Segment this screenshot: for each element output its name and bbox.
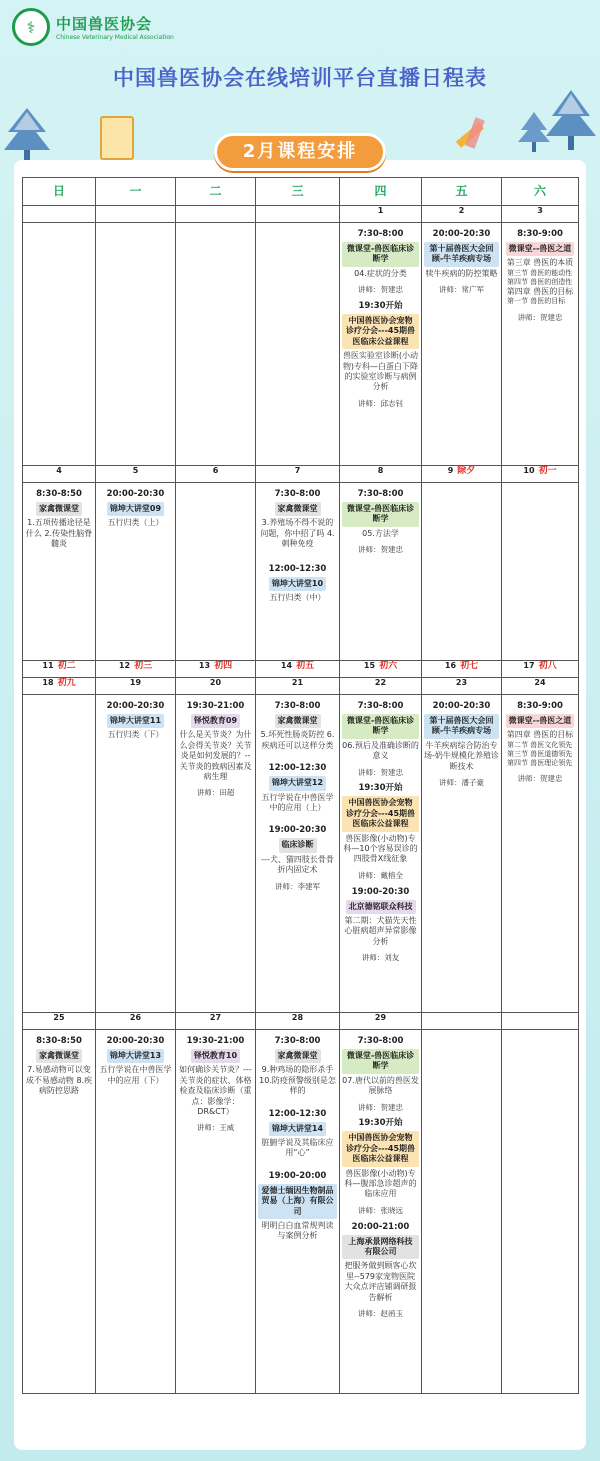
event-time: 19:30-21:00 [186, 1036, 245, 1046]
week-1-dates [23, 206, 579, 223]
pine-tree-icon [4, 108, 50, 166]
course-tag[interactable]: 北京德铭联众科技 [346, 900, 416, 914]
day-number-text: 16 [444, 661, 457, 670]
association-logo [12, 8, 174, 46]
day-number: 1 [340, 206, 422, 223]
lecturer: 讲师：潘子豪 [439, 778, 484, 787]
lecturer: 讲师：戴榕全 [358, 870, 403, 880]
course-subtopic: 第四节 兽医理论领先 [507, 759, 573, 768]
day-number [96, 661, 176, 678]
course-topic: 五行学说在中兽医学中的应用（上） [261, 792, 334, 813]
course-tag[interactable]: 家禽微课堂 [36, 1049, 82, 1063]
event-time: 12:00-12:30 [268, 563, 327, 574]
lecturer: 讲师：邱志钊 [358, 398, 403, 408]
week-2-dates [23, 466, 579, 483]
lunar-date: 初一 [538, 466, 557, 476]
course-topic: 犊牛疾病的防控策略 [425, 268, 498, 278]
course-topic: 什么是关节炎？为什么会得关节炎？关节炎是如何发展的？--关节炎的致病因素及病生理 [179, 730, 252, 781]
caduceus-icon: ⚕ [12, 8, 50, 46]
month-badge: 2月课程安排 [214, 133, 386, 171]
course-tag[interactable]: 微课堂-兽医临床诊断学 [342, 1049, 419, 1074]
course-topic: 1.五项传播途径是什么 2.传染性脑脊髓炎 [25, 518, 93, 549]
lecturer: 讲师：贺建忠 [358, 767, 403, 777]
page-title: 中国兽医协会在线培训平台直播日程表 [113, 66, 487, 90]
day-number: 21 [256, 678, 340, 695]
course-topic: 9.种鸡场的隐形杀手 10.防疫预警级别是怎样的 [259, 1065, 336, 1096]
event-time: 19:30开始 [358, 783, 403, 794]
day-number [23, 661, 96, 678]
event-time: 20:00-21:00 [351, 1221, 410, 1232]
day-number: 19 [96, 678, 176, 695]
lecturer: 讲师：王威 [196, 1123, 235, 1133]
event-time: 8:30-9:00 [517, 701, 563, 711]
course-topic: 脏腑学说及其临床应用“心” [261, 1138, 334, 1158]
course-tag[interactable]: 第十届兽医大会回顾-牛羊疾病专场 [424, 242, 499, 267]
course-topic: 7.易感动物可以变成不易感动物 8.疾病防控思路 [25, 1065, 93, 1096]
course-tag[interactable]: 铎悦教育10 [191, 1049, 240, 1063]
day-number [176, 661, 256, 678]
day-number: 20 [176, 678, 256, 695]
lecturer: 讲师：贺建忠 [517, 774, 563, 784]
course-subtopic: 第二节 兽医文化领先 [507, 740, 573, 749]
course-topic: 如何确诊关节炎？---关节炎的症状、体格检查及临床诊断（重点：影像学：DR&CT） [179, 1065, 252, 1116]
lunar-date: 初三 [134, 661, 153, 671]
event-time: 7:30-8:00 [357, 229, 404, 239]
course-topic: 第四章 兽医的目标 [506, 730, 574, 740]
course-tag[interactable]: 微课堂--兽医之道 [506, 714, 575, 728]
lecturer: 讲师：田超 [196, 788, 235, 798]
lunar-date: 初八 [538, 661, 557, 671]
day-number: 3 [502, 206, 579, 223]
course-tag[interactable]: 锦坤大讲堂11 [107, 714, 164, 728]
day-cell-5 [96, 483, 176, 661]
event-time: 19:30-21:00 [186, 701, 245, 711]
lunar-date: 初六 [379, 661, 398, 671]
event-time: 7:30-8:00 [357, 701, 404, 711]
pine-tree-icon [518, 112, 550, 154]
day-cell-6 [176, 483, 256, 661]
day-cell-1 [340, 223, 422, 466]
event-time: 19:30开始 [358, 300, 403, 311]
day-number: 7 [256, 466, 340, 483]
course-topic: 05.方法学 [362, 528, 399, 538]
course-tag[interactable]: 铎悦教育09 [191, 714, 240, 728]
lecturer: 讲师：贺建忠 [517, 312, 563, 322]
event-time: 20:00-20:30 [106, 701, 165, 711]
course-tag[interactable]: 锦坤大讲堂14 [269, 1122, 326, 1136]
day-cell-3 [502, 223, 579, 466]
weekday-fri: 五 [422, 178, 502, 206]
event-time: 20:00-20:30 [432, 229, 491, 239]
lecturer: 讲师：常广军 [439, 285, 484, 295]
day-cell-2 [422, 223, 502, 466]
lunar-date: 除夕 [457, 466, 476, 476]
course-topic: 06.预后及准确诊断的意义 [342, 740, 419, 761]
event-time: 19:30开始 [358, 1118, 403, 1129]
course-tag[interactable]: 锦坤大讲堂12 [269, 776, 326, 790]
course-topic: 第三章 兽医的本质 [506, 258, 574, 268]
course-topic: 五行归类（中） [269, 593, 326, 603]
course-topic: 07.唐代以前的兽医发展脉络 [342, 1075, 419, 1096]
day-cell-25 [23, 1030, 96, 1394]
day-cell-18 [23, 695, 96, 1013]
day-cell-10 [502, 483, 579, 661]
course-topic: ---犬、猫四肢长骨骨折内固定术 [261, 854, 334, 875]
day-number: 4 [23, 466, 96, 483]
day-number-text: 17 [523, 661, 535, 670]
course-tag[interactable]: 爱德士缅因生物制品贸易（上海）有限公司 [258, 1184, 337, 1219]
day-number [422, 661, 502, 678]
course-topic: 兽医影像(小动物)专科—腹部急诊超声的临床应用 [344, 1168, 417, 1199]
weekday-sat: 六 [502, 178, 579, 206]
course-topic: 兽医实验室诊断(小动物)专科—白蛋白下降的实验室诊断与病例分析 [342, 351, 419, 392]
week-3-events [23, 695, 579, 1013]
course-tag[interactable]: 微课堂--兽医之道 [506, 242, 575, 256]
day-number [340, 661, 422, 678]
course-tag[interactable]: 家禽微课堂 [275, 1049, 321, 1063]
course-tag[interactable]: 微课堂-兽医临床诊断学 [342, 502, 419, 527]
day-number: 23 [422, 678, 502, 695]
event-time: 20:00-20:30 [432, 701, 491, 711]
day-cell-27 [176, 1030, 256, 1394]
week-4-dates [23, 1013, 579, 1030]
day-cell-24 [502, 695, 579, 1013]
day-number: 5 [96, 466, 176, 483]
day-number: 22 [340, 678, 422, 695]
event-time: 7:30-8:00 [274, 701, 321, 711]
day-cell-22 [340, 695, 422, 1013]
course-tag[interactable]: 家禽微课堂 [275, 502, 321, 516]
day-number: 25 [23, 1013, 96, 1030]
lecturer: 讲师：贺建忠 [358, 285, 403, 295]
event-time: 8:30-9:00 [517, 229, 563, 239]
day-number: 27 [176, 1013, 256, 1030]
course-tag[interactable]: 上海承景网络科技有限公司 [342, 1235, 419, 1260]
day-cell-23 [422, 695, 502, 1013]
course-topic: 五行归类（上） [107, 518, 164, 528]
day-cell-26 [96, 1030, 176, 1394]
event-time: 7:30-8:00 [274, 1036, 321, 1046]
event-time: 19:00-20:00 [268, 1170, 327, 1181]
day-cell-21 [256, 695, 340, 1013]
course-topic: 兽医影像(小动物)专科—10个容易误诊的四肢骨X线征象 [343, 833, 418, 864]
logo-name-en: Chinese Veterinary Medical Association [56, 34, 174, 41]
day-number-text: 15 [363, 661, 376, 670]
lecturer: 讲师：贺建忠 [358, 545, 403, 555]
day-number-text: 18 [42, 678, 54, 687]
course-tag[interactable]: 锦坤大讲堂10 [269, 577, 326, 591]
day-number: 24 [502, 678, 579, 695]
course-tag[interactable]: 锦坤大讲堂09 [107, 502, 164, 516]
course-topic: 3.养殖场不得不说的问题，你中招了吗 4.刺种免疫 [260, 518, 335, 549]
day-number-text: 9 [447, 466, 454, 475]
course-subtopic: 第三节 兽医道德领先 [507, 749, 573, 758]
week-3-dates-b [23, 678, 579, 695]
event-time: 7:30-8:00 [274, 489, 321, 499]
day-number [256, 661, 340, 678]
pencil-icon [452, 116, 492, 156]
course-tag[interactable]: 中国兽医协会宠物诊疗分会---45期兽医临床公益课程 [342, 1131, 419, 1166]
course-tag[interactable]: 微课堂-兽医临床诊断学 [342, 242, 419, 267]
event-time: 7:30-8:00 [357, 1036, 404, 1046]
course-tag[interactable]: 中国兽医协会宠物诊疗分会---45期兽医临床公益课程 [342, 796, 419, 831]
lunar-date: 初二 [57, 661, 76, 671]
course-topic: 5.坏死性肠炎防控 6.疾病还可以这样分类 [260, 730, 335, 750]
calendar-grid [22, 177, 579, 1394]
weekday-wed: 三 [256, 178, 340, 206]
event-time: 19:00-20:30 [268, 825, 327, 836]
day-number-text: 13 [198, 661, 211, 670]
day-cell-7 [256, 483, 340, 661]
course-subtopic: 第三节 兽医的能动性 [507, 268, 573, 277]
day-cell-19 [96, 695, 176, 1013]
day-number [422, 466, 502, 483]
event-time: 12:00-12:30 [268, 763, 327, 774]
course-topic: 第二期：犬猫先天性心脏病超声异常影像分析 [344, 915, 417, 946]
course-subtopic: 第一节 兽医的目标 [507, 297, 566, 306]
weekday-sun: 日 [23, 178, 96, 206]
weekday-mon: 一 [96, 178, 176, 206]
course-tag[interactable]: 微课堂-兽医临床诊断学 [342, 714, 419, 739]
course-topic: 第四章 兽医的目标 [506, 287, 574, 297]
day-number-text: 10 [523, 466, 535, 475]
week-1-events [23, 223, 579, 466]
day-number: 8 [340, 466, 422, 483]
weekday-header-row [23, 178, 579, 206]
day-number: 28 [256, 1013, 340, 1030]
day-cell-8 [340, 483, 422, 661]
course-tag[interactable]: 第十届兽医大会回顾-牛羊疾病专场 [424, 714, 499, 739]
event-time: 12:00-12:30 [268, 1108, 327, 1119]
course-topic: 04.症状的分类 [354, 268, 407, 278]
week-4-events [23, 1030, 579, 1394]
lecturer: 讲师：李建军 [275, 881, 320, 891]
day-number: 29 [340, 1013, 422, 1030]
day-cell-28 [256, 1030, 340, 1394]
course-topic: 五行学说在中兽医学中的应用（下） [99, 1065, 172, 1085]
week-3-dates-a [23, 661, 579, 678]
day-number [502, 466, 579, 483]
course-tag[interactable]: 锦坤大讲堂13 [107, 1049, 164, 1063]
event-time: 8:30-8:50 [36, 1036, 82, 1046]
course-topic: 五行归类（下） [107, 730, 164, 740]
day-number [23, 678, 96, 695]
event-time: 19:00-20:30 [351, 886, 410, 897]
course-tag[interactable]: 家禽微课堂 [36, 502, 82, 516]
week-2-events [23, 483, 579, 661]
clipboard-icon [100, 116, 134, 160]
lunar-date: 初九 [57, 678, 76, 688]
day-number-text: 11 [42, 661, 54, 670]
day-cell-20 [176, 695, 256, 1013]
course-tag[interactable]: 临床诊断 [279, 838, 317, 852]
course-tag[interactable]: 家禽微课堂 [275, 714, 321, 728]
day-cell-4 [23, 483, 96, 661]
lecturer: 讲师：张晓远 [358, 1205, 403, 1215]
day-number: 6 [176, 466, 256, 483]
day-cell-9 [422, 483, 502, 661]
event-time: 20:00-20:30 [106, 1036, 165, 1046]
event-time: 7:30-8:00 [357, 489, 404, 499]
weekday-tue: 二 [176, 178, 256, 206]
lecturer: 讲师：赵函玉 [358, 1308, 403, 1318]
lunar-date: 初五 [296, 661, 315, 671]
day-number: 26 [96, 1013, 176, 1030]
weekday-thu: 四 [340, 178, 422, 206]
event-time: 20:00-20:30 [106, 489, 165, 499]
course-topic: 牛羊疾病综合防治专场-奶牛规模化养殖诊断技术 [424, 740, 499, 771]
course-topic: 把服务做到顾客心坎里--579家宠物医院大众点评店铺调研报告解析 [344, 1261, 417, 1302]
lunar-date: 初七 [460, 661, 479, 671]
logo-name-cn: 中国兽医协会 [56, 15, 153, 33]
event-time: 8:30-8:50 [36, 489, 82, 499]
day-number [502, 661, 579, 678]
course-tag[interactable]: 中国兽医协会宠物诊疗分会---45期兽医临床公益课程 [342, 314, 419, 349]
lecturer: 讲师：贺建忠 [358, 1102, 403, 1112]
lecturer: 讲师：刘友 [361, 953, 400, 963]
day-number-text: 12 [118, 661, 131, 670]
course-topic: 明明白白血常规判读与案例分析 [261, 1221, 334, 1241]
pine-tree-icon [546, 90, 596, 150]
day-number-text: 14 [280, 661, 293, 670]
day-cell-29 [340, 1030, 422, 1394]
course-subtopic: 第四节 兽医的创造性 [507, 277, 573, 286]
lunar-date: 初四 [214, 661, 233, 671]
day-number: 2 [422, 206, 502, 223]
